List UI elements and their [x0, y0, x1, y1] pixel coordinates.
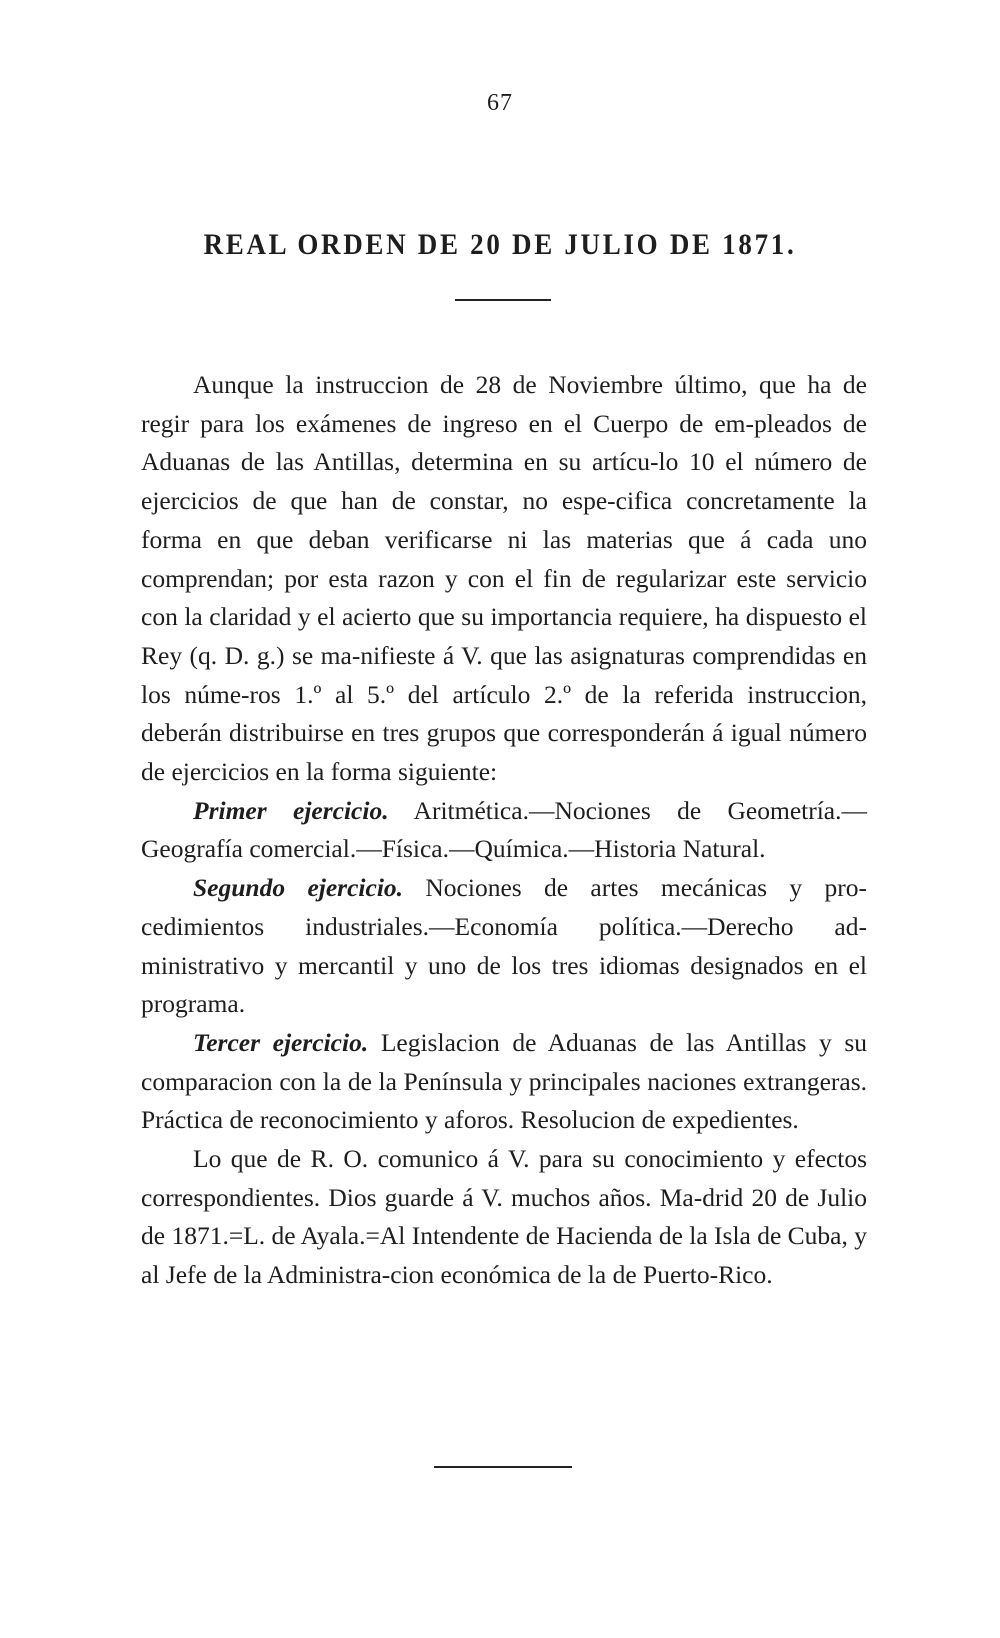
- closing-paragraph: Lo que de R. O. comunico á V. para su conocimiento y efectos correspondientes. Dios guarde á V. muchos años. Ma-drid 20 de Julio de 1871.=L. de Ayala.=Al Intendente de Hacienda de la Isla de Cuba, y al Jefe de la Administra-cion económica de la de Puerto-Rico.: [141, 1144, 868, 1290]
- exercise-text-1: Aritmética.—Nociones de Geometría.—Geografía comercial.—Física.—Química.—Historia Natural.: [141, 795, 867, 864]
- exercise-paragraph-3: [141, 1024, 867, 1140]
- exercise-text-3: Legislacion de Aduanas de las Antillas y su comparacion con la de la Península y principales naciones extrangeras. Práctica de reconocimiento y aforos. Resolucion de expedientes.: [141, 1027, 867, 1135]
- exercise-label-3: Tercer ejercicio.: [193, 1027, 369, 1057]
- document-body: [141, 366, 867, 1295]
- title-divider: [455, 299, 551, 301]
- page-number: 67: [487, 90, 513, 116]
- page-title: REAL ORDEN DE 20 DE JULIO DE 1871.: [203, 228, 797, 261]
- exercise-paragraph-1: [141, 792, 867, 869]
- end-divider: [434, 1466, 572, 1468]
- exercise-paragraph-2: [141, 869, 867, 1024]
- exercise-label-2: Segundo ejercicio.: [193, 873, 404, 903]
- intro-paragraph: Aunque la instruccion de 28 de Noviembre último, que ha de regir para los exámenes de ingreso en el Cuerpo de em-pleados de Aduanas de las Antillas, determina en su artícu-lo 10 el número de ejercicios de que han de constar, no espe-cifica concretamente la forma en que deban verificarse ni las materias que á cada uno comprendan; por esta razon y con el fin de regularizar este servicio con la claridad y el acierto que su importancia requiere, ha dispuesto el Rey (q. D. g.) se ma-nifieste á V. que las asignaturas comprendidas en los núme-ros 1.º al 5.º del artículo 2.º de la referida instruccion, deberán distribuirse en tres grupos que corresponderán á igual número de ejercicios en la forma siguiente:: [141, 370, 867, 787]
- exercise-label-1: Primer ejercicio.: [193, 795, 389, 825]
- exercise-text-2: Nociones de artes mecánicas y pro-cedimientos industriales.—Economía política.—Derecho ad-ministrativo y mercantil y uno de los tres idiomas designados en el programa.: [141, 873, 867, 1019]
